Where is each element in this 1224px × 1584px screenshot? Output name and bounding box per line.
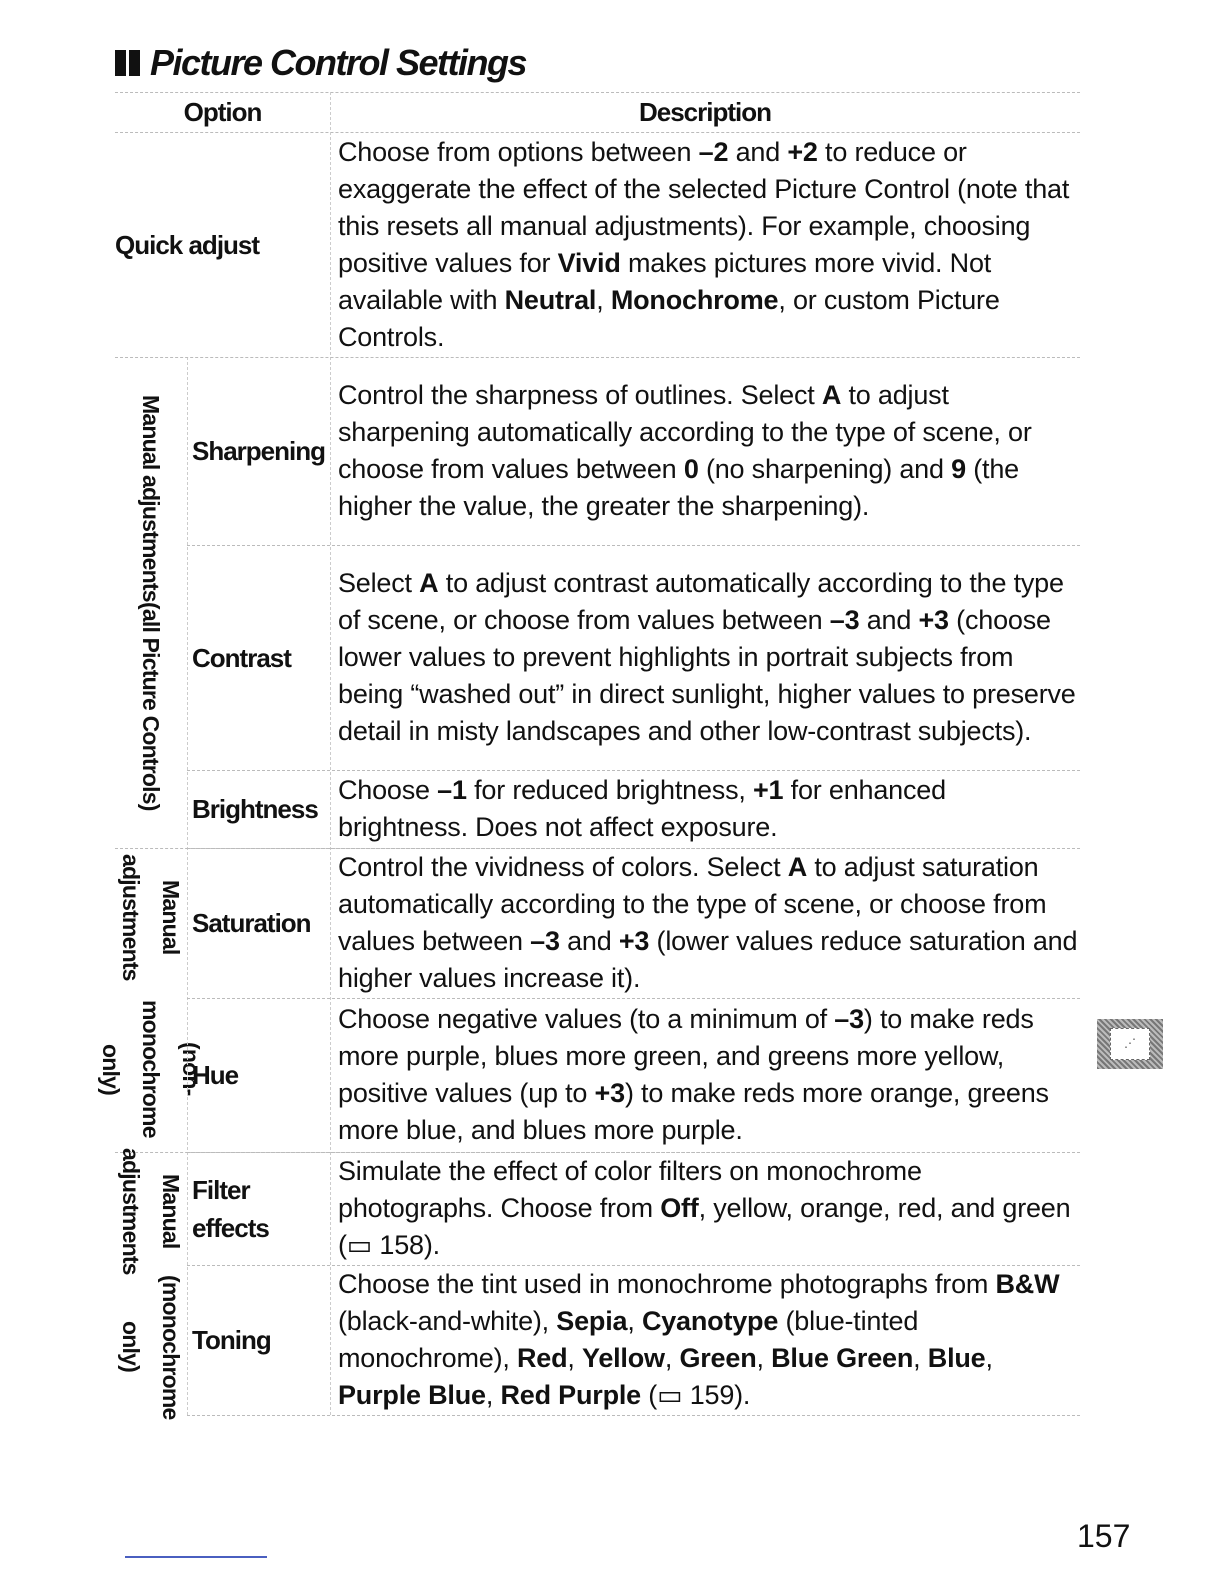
emphasis: –3 xyxy=(530,926,560,956)
text: to adjust contrast automatically according to the type of scene, or choose from values between xyxy=(338,568,1064,635)
text: to reduce or exaggerate the effect of the selected Picture Control (note that this resets all manual adjustments). For example, choosing positive values for xyxy=(338,136,1070,278)
text: for enhanced brightness. Does not affect exposure. xyxy=(338,775,946,842)
text: and xyxy=(559,926,619,956)
text: Control the vividness of colors. Select xyxy=(338,852,788,882)
text: and xyxy=(859,605,919,635)
emphasis: Off xyxy=(660,1193,699,1223)
text: , xyxy=(567,1343,582,1373)
emphasis: Yellow xyxy=(582,1343,665,1373)
page-number: 157 xyxy=(1077,1518,1131,1554)
section-title: Picture Control Settings xyxy=(115,42,526,84)
text: (lower values reduce saturation and higher values increase it). xyxy=(338,926,1078,993)
emphasis: –1 xyxy=(437,775,467,805)
footer-rule xyxy=(125,1556,267,1558)
description-cell xyxy=(330,545,1080,770)
emphasis: Purple Blue xyxy=(338,1380,486,1410)
description-cell xyxy=(330,770,1080,848)
emphasis: Red Purple xyxy=(500,1380,641,1410)
emphasis: 0 xyxy=(683,454,699,484)
text: ) to make reds more purple, blues more green, and greens more yellow, positive values (up to xyxy=(338,1004,1034,1108)
emphasis: B&W xyxy=(995,1269,1060,1299)
text: , xyxy=(985,1343,993,1373)
text: ) to make reds more orange, greens more blue, and blues more purple. xyxy=(338,1078,1049,1145)
emphasis: Cyanotype xyxy=(641,1306,779,1336)
description-cell xyxy=(330,132,1080,357)
text: (blue-tinted monochrome), xyxy=(338,1306,919,1373)
option-label: Brightness xyxy=(192,794,318,824)
section-marker-icon xyxy=(115,50,140,76)
text: , xyxy=(485,1380,501,1410)
group-label: Manual adjustments (all Picture Controls) xyxy=(138,394,164,811)
menu-tab-icon: ⋰ xyxy=(1097,1019,1163,1069)
emphasis: Green xyxy=(679,1343,757,1373)
text: to adjust saturation automatically according to the type of scene, or choose from values between xyxy=(338,852,1047,956)
emphasis: A xyxy=(821,380,842,410)
text: , xyxy=(596,284,611,315)
option-label: Quick adjust xyxy=(115,229,260,260)
option-label: Filter effects xyxy=(192,1174,269,1243)
text: (no sharpening) and xyxy=(698,454,952,484)
emphasis: Neutral xyxy=(504,284,597,315)
emphasis: Monochrome xyxy=(610,284,779,315)
text: to adjust sharpening automatically according to the type of scene, or choose from values between xyxy=(338,380,1032,484)
text: , xyxy=(664,1343,680,1373)
header-option: Option xyxy=(183,96,262,127)
divider xyxy=(187,1415,1080,1416)
option-label: Saturation xyxy=(192,908,311,938)
divider xyxy=(187,357,188,1415)
group-label: Manual adjustments (non-monochrome only) xyxy=(98,853,204,1138)
text: , xyxy=(913,1343,928,1373)
option-label: Toning xyxy=(192,1325,271,1355)
emphasis: +3 xyxy=(918,605,949,635)
text: (▭ 159). xyxy=(640,1380,751,1410)
text: Choose xyxy=(338,775,438,805)
text: (choose lower values to prevent highlights in portrait subjects from being “washed out” in direct sunlight, higher values to preserve detail in misty landscapes and other low-contrast subjects). xyxy=(338,605,1076,746)
emphasis: Vivid xyxy=(557,247,621,278)
description-cell xyxy=(330,1265,1080,1415)
emphasis: –2 xyxy=(698,136,729,167)
emphasis: Blue Green xyxy=(771,1343,914,1373)
text: Control the sharpness of outlines. Select xyxy=(338,380,822,410)
emphasis: –3 xyxy=(834,1004,864,1034)
text: and xyxy=(728,136,788,167)
emphasis: Sepia xyxy=(556,1306,628,1336)
emphasis: 9 xyxy=(951,454,966,484)
text: Select xyxy=(338,568,420,598)
text: Choose negative values (to a minimum of xyxy=(338,1004,835,1034)
option-label: Sharpening xyxy=(192,436,326,466)
emphasis: –3 xyxy=(829,605,860,635)
text: for reduced brightness, xyxy=(466,775,753,805)
description-cell xyxy=(330,998,1080,1152)
divider xyxy=(115,848,1080,849)
text: , xyxy=(627,1306,642,1336)
text: makes pictures more vivid. Not available with xyxy=(338,247,992,315)
divider xyxy=(115,1152,1080,1153)
header-description: Description xyxy=(638,96,772,127)
emphasis: +3 xyxy=(618,926,650,956)
text: Choose from options between xyxy=(338,136,699,167)
emphasis: +2 xyxy=(787,136,818,167)
text: , yellow, orange, red, and green (▭ 158). xyxy=(338,1193,1071,1260)
description-cell xyxy=(330,1152,1080,1265)
emphasis: Blue xyxy=(927,1343,986,1373)
divider xyxy=(115,92,1080,93)
description-cell xyxy=(330,848,1080,998)
text: , xyxy=(756,1343,772,1373)
text: (black-and-white), xyxy=(338,1306,557,1336)
text: Simulate the effect of color filters on monochrome photographs. Choose from xyxy=(338,1156,922,1223)
emphasis: Red xyxy=(516,1343,568,1373)
text: (the higher the value, the greater the sharpening). xyxy=(338,454,1019,521)
emphasis: A xyxy=(419,568,439,598)
option-label: Hue xyxy=(192,1060,239,1090)
emphasis: +3 xyxy=(594,1078,625,1108)
text: , or custom Picture Controls. xyxy=(338,284,1000,352)
emphasis: +1 xyxy=(752,775,784,805)
option-label: Contrast xyxy=(192,642,291,673)
description-cell xyxy=(330,357,1080,545)
text: Choose the tint used in monochrome photographs from xyxy=(338,1269,996,1299)
emphasis: A xyxy=(787,852,808,882)
group-label: Manual adjustments (monochrome only) xyxy=(118,1147,184,1420)
